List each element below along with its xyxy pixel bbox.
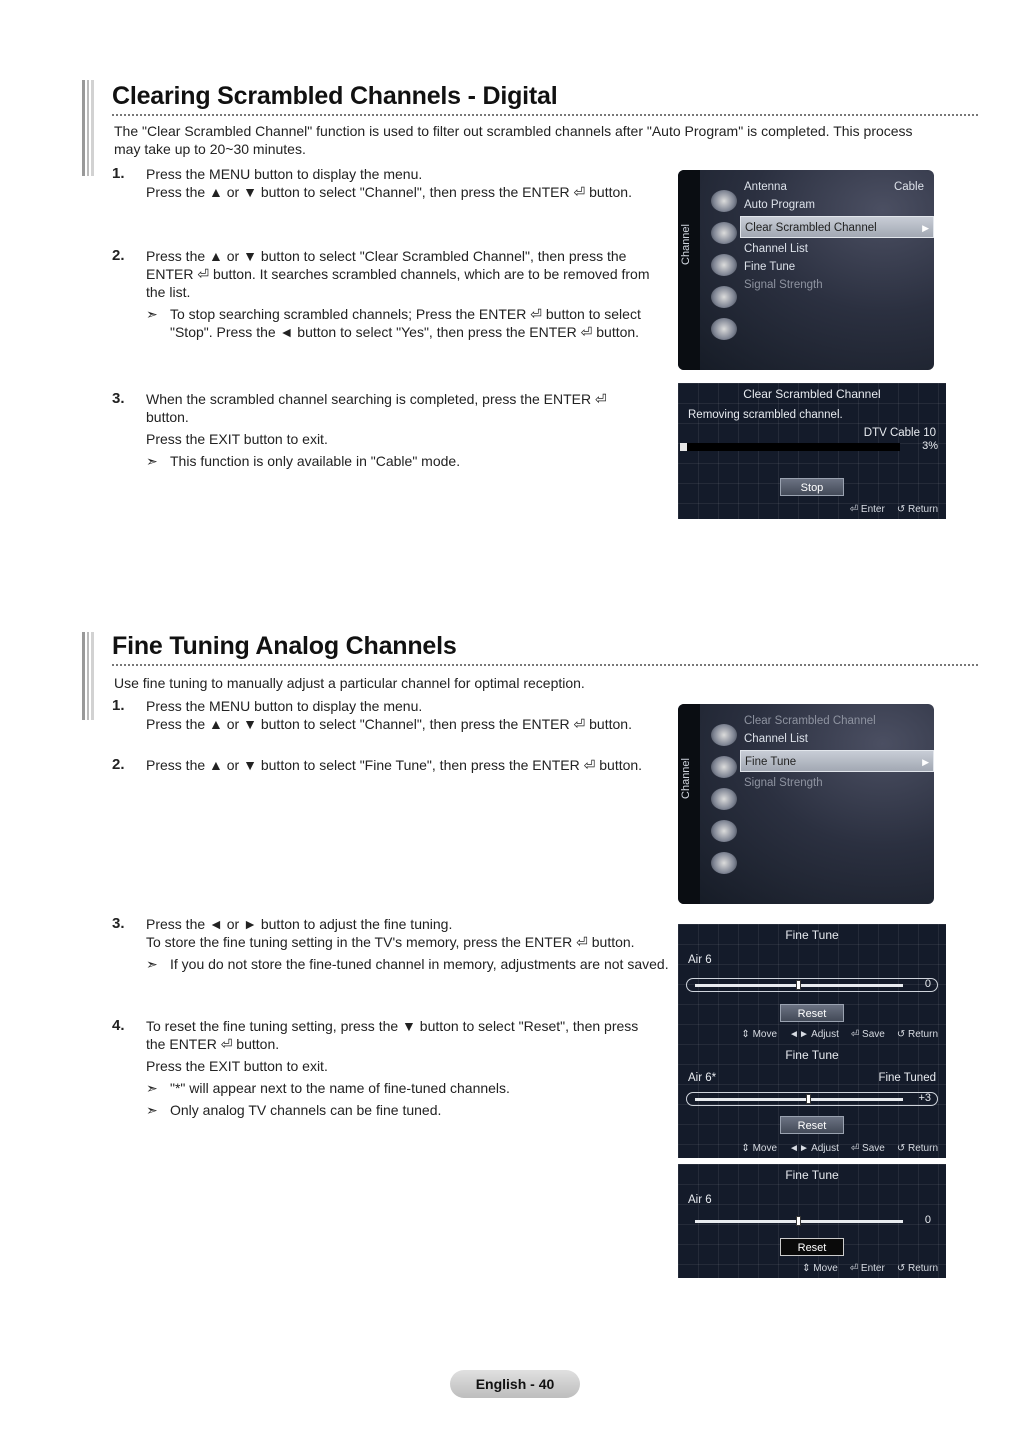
menu-item-signal-strength: Signal Strength [744,279,823,291]
note: ➣ To stop searching scrambled channels; Press the ENTER ⏎ button to select "Stop". Press the ◄ button to select "Yes", then press the ENTER ⏎ button. [146,306,641,340]
title-rule [112,114,979,116]
title-rule [112,664,979,666]
reset-button[interactable]: Reset [780,1116,844,1134]
note: ➣ "*" will appear next to the name of fine-tuned channels. [146,1080,510,1096]
page-number: English - 40 [450,1370,580,1398]
intro-text: Use fine tuning to manually adjust a particular channel for optimal reception. [114,675,585,691]
menu-item-clear-scrambled[interactable]: Clear Scrambled Channel [744,715,876,727]
progress-fill [680,443,687,451]
section-title: Clearing Scrambled Channels - Digital [112,82,558,110]
menu-item-channel-list[interactable]: Channel List [744,243,808,255]
channel-menu-screen: Channel Clear Scrambled Channel Channel List Fine Tune ▶ Signal Strength [678,704,934,904]
picture-icon [711,190,737,212]
channel-icon [711,254,737,276]
fine-tune-dialog: Fine Tune Air 6 0 Reset ⇕ Move ⏎ Enter ↺ Return [678,1164,946,1278]
fine-tune-slider[interactable]: +3 [686,1092,938,1106]
channel-icon [711,788,737,810]
reset-button[interactable]: Reset [780,1004,844,1022]
fine-tune-dialog: Fine Tune Air 6 0 Reset ⇕ Move ◄► Adjust ⏎ Save ↺ Return [678,924,946,1044]
menu-item-signal-strength: Signal Strength [744,777,823,789]
menu-item-fine-tune[interactable]: Fine Tune ▶ [740,750,934,772]
slider-thumb[interactable] [796,980,801,990]
menu-item-channel-list[interactable]: Channel List [744,733,808,745]
menu-item-auto-program[interactable]: Auto Program [744,199,815,211]
slider-thumb[interactable] [806,1094,811,1104]
intro-text: The "Clear Scrambled Channel" function is used to filter out scrambled channels after "Auto Program" is completed. This process may take up to 20~30 minutes. [114,123,913,157]
menu-item-clear-scrambled[interactable]: Clear Scrambled Channel ▶ [740,216,934,238]
menu-item-antenna[interactable]: Antenna Cable [744,181,924,193]
note: ➣ Only analog TV channels can be fine tuned. [146,1102,442,1118]
reset-button[interactable]: Reset [780,1238,844,1256]
note: ➣ If you do not store the fine-tuned channel in memory, adjustments are not saved. [146,956,669,972]
section-title: Fine Tuning Analog Channels [112,632,457,660]
stop-button[interactable]: Stop [780,478,844,496]
fine-tune-slider[interactable]: 0 [686,978,938,992]
sound-icon [711,756,737,778]
picture-icon [711,724,737,746]
sound-icon [711,222,737,244]
progress-bar [680,443,900,451]
input-icon [711,852,737,874]
section-marker [82,632,94,720]
input-icon [711,318,737,340]
section-marker [82,80,94,176]
fine-tune-slider[interactable]: 0 [686,1214,938,1228]
fine-tune-dialog: Fine Tune Air 6* Fine Tuned +3 Reset ⇕ Move ◄► Adjust ⏎ Save ↺ Return [678,1044,946,1158]
channel-menu-screen: Channel Antenna Cable Auto Program Clear Scrambled Channel ▶ Channel List Fine Tune Signal Strength [678,170,934,370]
menu-item-fine-tune[interactable]: Fine Tune [744,261,796,273]
setup-icon [711,820,737,842]
note: ➣ This function is only available in "Cable" mode. [146,453,461,469]
clear-scrambled-dialog: Clear Scrambled Channel Removing scrambled channel. DTV Cable 10 3% Stop ⏎ Enter ↺ Return [678,383,946,519]
slider-thumb[interactable] [796,1216,801,1226]
setup-icon [711,286,737,308]
